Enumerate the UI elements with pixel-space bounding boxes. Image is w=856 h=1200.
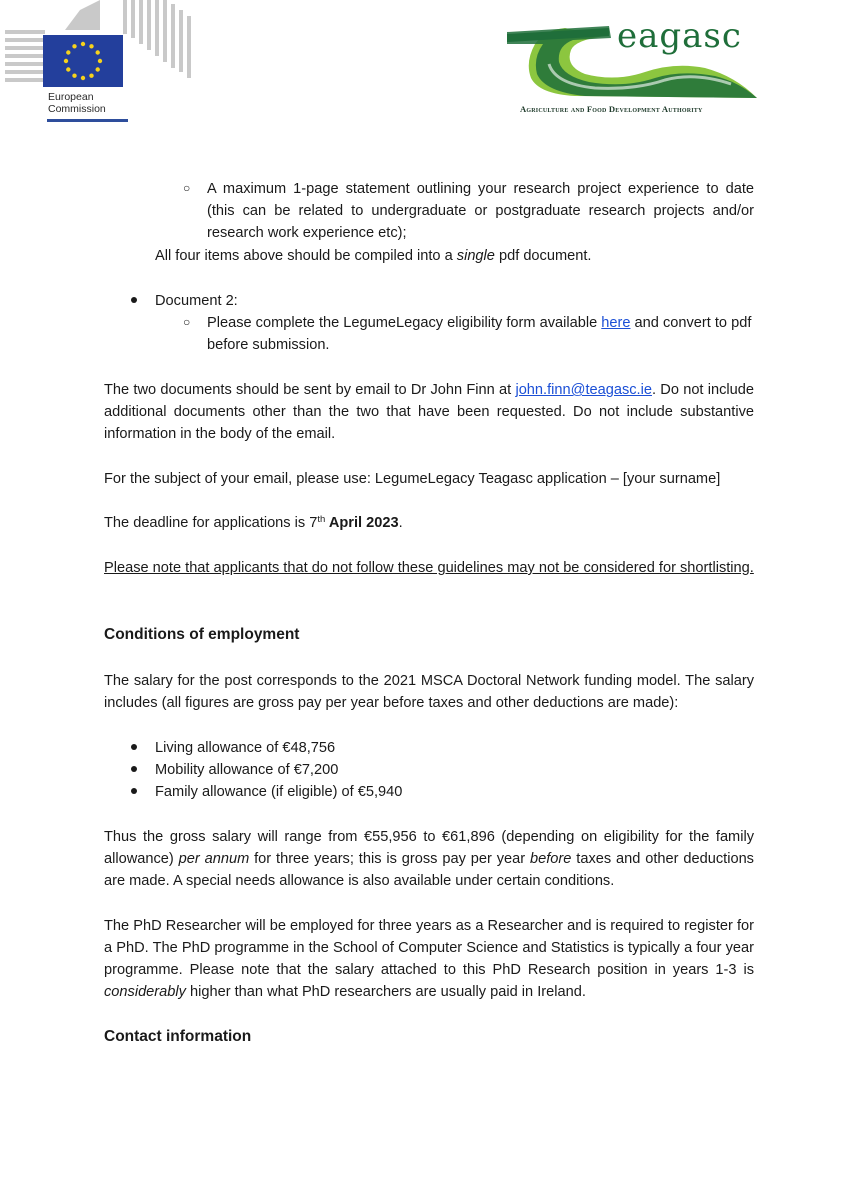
bullet-icon — [131, 744, 137, 750]
document2-post: and convert to pdf before submission. — [207, 315, 752, 353]
ec-name-line1: European — [48, 91, 94, 103]
email-pre: The two documents should be sent by email to Dr John Finn at — [104, 382, 516, 398]
allowance-item-mobility: Mobility allowance of €7,200 — [155, 762, 339, 778]
phd-paragraph — [104, 915, 754, 1003]
gross-pre: Thus the gross salary will range from €55,956 to €61,896 (depending on eligibility for the family allowance) — [104, 829, 754, 867]
document2-pre: Please complete the LegumeLegacy eligibility form available — [207, 315, 602, 331]
email-paragraph — [104, 379, 754, 445]
teagasc-tagline: Agriculture and Food Development Authority — [520, 104, 703, 114]
bullet-icon — [131, 766, 137, 772]
ec-underline — [47, 119, 128, 122]
ec-name-line2: Commission — [48, 103, 106, 115]
deadline-date: April 2023 — [325, 515, 399, 531]
eligibility-form-link[interactable]: here — [601, 315, 631, 331]
deadline-suffix: th — [317, 514, 326, 525]
document2-item — [207, 312, 757, 356]
gross-mid: for three years; this is gross pay per year — [249, 851, 530, 867]
teagasc-logo — [505, 14, 765, 124]
bullet-icon — [131, 788, 137, 794]
deadline-post: . — [398, 515, 403, 531]
bullet-icon — [131, 297, 137, 303]
contact-email-link[interactable]: john.finn@teagasc.ie — [515, 382, 652, 398]
compile-note-pre: All four items above should be compiled into a — [155, 248, 457, 264]
deadline-pre: The deadline for applications is 7 — [104, 515, 318, 531]
guidelines-note: Please note that applicants that do not follow these guidelines may not be considered for shortlisting. — [104, 560, 754, 576]
email-post: . Do not include additional documents other than the two that have been requested. Do not include substantive information in the body of the email. — [104, 382, 754, 442]
allowance-item-family: Family allowance (if eligible) of €5,940 — [155, 784, 403, 800]
deadline-line — [104, 512, 754, 534]
salary-intro: The salary for the post corresponds to the 2021 MSCA Doctoral Network funding model. The salary includes (all figures are gross pay per year before taxes and other deductions are made): — [104, 673, 754, 711]
gross-post: taxes and other deductions are made. A special needs allowance is also available under certain conditions. — [104, 851, 754, 889]
contact-heading: Contact information — [104, 1028, 252, 1045]
teagasc-wordmark: eagasc — [617, 16, 742, 56]
gross-salary-paragraph — [104, 826, 754, 892]
circle-bullet-icon: ○ — [183, 315, 191, 329]
european-commission-logo — [5, 0, 195, 126]
statement-item: A maximum 1-page statement outlining your research project experience to date (this can be related to undergraduate or postgraduate research projects and/or research work experience etc); — [207, 181, 754, 241]
phd-emphasis: considerably — [104, 984, 186, 1000]
conditions-heading: Conditions of employment — [104, 626, 300, 643]
phd-post: higher than what PhD researchers are usually paid in Ireland. — [185, 984, 586, 1000]
subject-instruction: For the subject of your email, please use: LegumeLegacy Teagasc application – [your surname] — [104, 471, 721, 487]
ec-name — [48, 91, 106, 115]
allowance-item-living: Living allowance of €48,756 — [155, 740, 336, 756]
circle-bullet-icon: ○ — [183, 181, 191, 195]
compile-note — [155, 245, 591, 267]
gross-emphasis-annum: per annum — [178, 851, 250, 867]
document2-label: Document 2: — [155, 293, 238, 309]
compile-note-emphasis: single — [456, 248, 495, 264]
phd-pre: The PhD Researcher will be employed for three years as a Researcher and is required to register for a PhD. The PhD programme in the School of Computer Science and Statistics is typically a four year programme. Please note that the salary attached to this PhD Research position in years 1-3 is — [104, 918, 754, 978]
gross-emphasis-before: before — [530, 851, 572, 867]
compile-note-post: pdf document. — [494, 248, 592, 264]
